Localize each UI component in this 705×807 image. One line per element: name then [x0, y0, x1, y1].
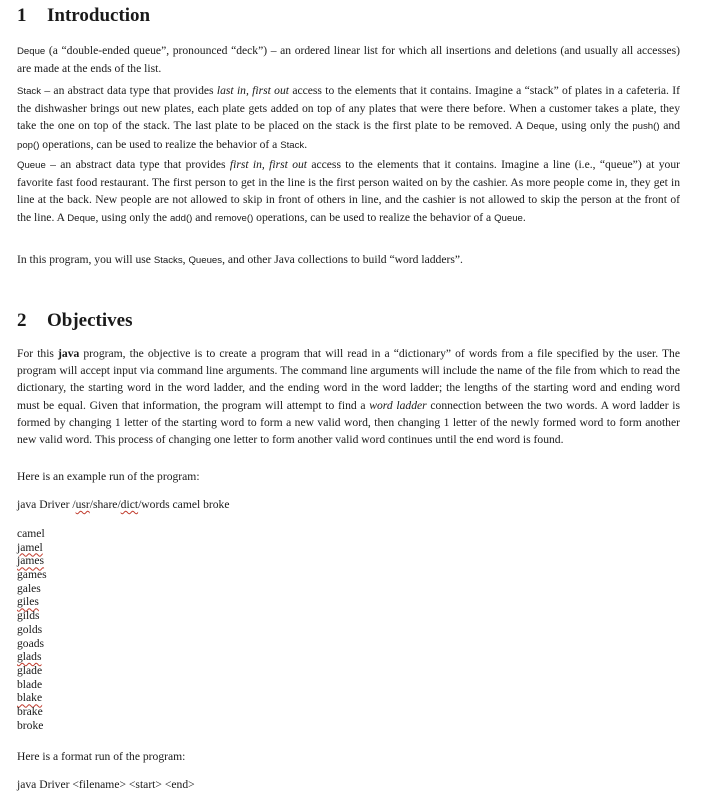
- ladder-word: james: [17, 554, 45, 568]
- stack-text-b: access to the elements that it contains. Imagine a “stack” of plates in a cafeteria. If the dishwasher brings out new plates, each plate gets added on top of any plates that were there before. When a customer takes a plate, they take the one on top of the stack. The last plate to be placed on the stack is the first plate to be removed. A: [17, 84, 680, 133]
- push-method: push(): [632, 121, 660, 133]
- section-heading-objectives: [17, 310, 132, 332]
- ladder-word: goads: [17, 636, 45, 650]
- stack-end: .: [304, 137, 308, 151]
- ladder-word: gilds: [17, 609, 40, 623]
- queue-text-a: – an abstract data type that provides: [45, 158, 230, 171]
- ladder-word: blade: [17, 677, 43, 691]
- queues-term: Queues: [188, 255, 223, 266]
- stacks-term: Stacks: [153, 255, 183, 266]
- queue-deque-term: Deque: [67, 212, 96, 224]
- queue-text-c: , using only the: [95, 210, 170, 224]
- ladder-word: games: [17, 568, 47, 582]
- deque-text: (a “double-ended queue”, pronounced “deck”) – an ordered linear list for which all insertions and deletions (and usually all accesses) are made at the ends of the list.: [17, 44, 680, 76]
- queue-text-d: operations, can be used to realize the behavior of a: [253, 210, 495, 224]
- deque-term: Deque: [17, 46, 46, 57]
- cmd-part-b: /share/: [89, 498, 121, 511]
- example-label: Here is an example run of the program:: [17, 470, 200, 483]
- section-heading-introduction: [17, 5, 150, 27]
- stack-text-a: – an abstract data type that provides: [41, 84, 217, 97]
- queue-and: and: [192, 210, 215, 224]
- ladder-word: brake: [17, 704, 43, 718]
- remove-method: remove(): [214, 212, 254, 224]
- stack-emphasis: last in, first out: [216, 84, 289, 97]
- section-title: Objectives: [47, 310, 133, 331]
- program-comma: ,: [182, 253, 189, 266]
- format-label: Here is a format run of the program:: [17, 750, 186, 763]
- add-method: add(): [169, 212, 193, 224]
- objectives-text-b: program, the objective is to create a program that will read in a “dictionary” of words from a file specified by the user. The program will accept input via command line arguments. The command line arguments will include the name of the file from which to read the dictionary, the starting word in the word ladder, and the ending word in the word ladder; the lengths of the starting word and ending word must be equal. Given that information, the program will attempt to find a: [17, 347, 680, 412]
- section-number: 1: [17, 5, 27, 26]
- objectives-text-c: connection between the two words. A word ladder is formed by changing 1 letter of the starting word to form a new valid word, then changing 1 letter of the newly formed word to form another new valid word. This process of changing one letter to form another valid word continues until the end word is found.: [17, 398, 680, 447]
- word-ladder-output: [17, 527, 47, 732]
- stack-text-d: operations, can be used to realize the behavior of a: [39, 137, 281, 151]
- program-intro: [17, 251, 680, 269]
- word-ladder-emphasis: word ladder: [369, 398, 427, 412]
- stack-deque-term: Deque: [526, 121, 555, 133]
- ladder-word: golds: [17, 622, 43, 636]
- section-title: Introduction: [47, 5, 151, 26]
- stack-text-c: , using only the: [554, 119, 633, 133]
- ladder-word: broke: [17, 718, 44, 732]
- cmd-part-a: java Driver /: [17, 498, 76, 511]
- queue-class-term: Queue: [494, 212, 523, 224]
- format-command: java Driver <filename> <start> <end>: [17, 778, 195, 791]
- stack-and: and: [659, 119, 680, 133]
- java-keyword: java: [58, 347, 80, 360]
- queue-end: .: [522, 210, 526, 224]
- ladder-word: glads: [17, 650, 42, 664]
- ladder-word: gales: [17, 581, 41, 595]
- cmd-usr: usr: [75, 498, 90, 511]
- ladder-word: giles: [17, 595, 39, 609]
- queue-text-b: access to the elements that it contains. Imagine a line (i.e., “queue”) at your favorite fast food restaurant. The first person to get in the line is the first person waited on by the cashier. As more people come in, they get in line at the back. New people are not allowed to skip in front of others in line, and the cashier is not allowed to skip the person at the front of the line. A: [17, 158, 680, 224]
- stack-class-term: Stack: [280, 139, 305, 151]
- cmd-part-c: /words camel broke: [138, 498, 230, 511]
- program-text-a: In this program, you will use: [17, 253, 154, 266]
- program-text-b: , and other Java collections to build “word ladders”.: [222, 253, 463, 266]
- ladder-word: glade: [17, 663, 43, 677]
- queue-emphasis: first in, first out: [229, 158, 308, 171]
- queue-term: Queue: [17, 160, 46, 171]
- pop-method: pop(): [17, 139, 40, 151]
- cmd-dict: dict: [120, 498, 139, 511]
- objectives-text-a: For this: [17, 347, 59, 360]
- stack-definition: [17, 82, 680, 154]
- example-command: [17, 498, 230, 512]
- deque-definition: [17, 42, 680, 77]
- objectives-paragraph: [17, 345, 680, 448]
- section-number: 2: [17, 310, 27, 331]
- ladder-word: jamel: [17, 540, 43, 554]
- ladder-word: blake: [17, 691, 43, 705]
- queue-definition: [17, 156, 680, 227]
- stack-term: Stack: [17, 86, 41, 97]
- ladder-word: camel: [17, 527, 45, 540]
